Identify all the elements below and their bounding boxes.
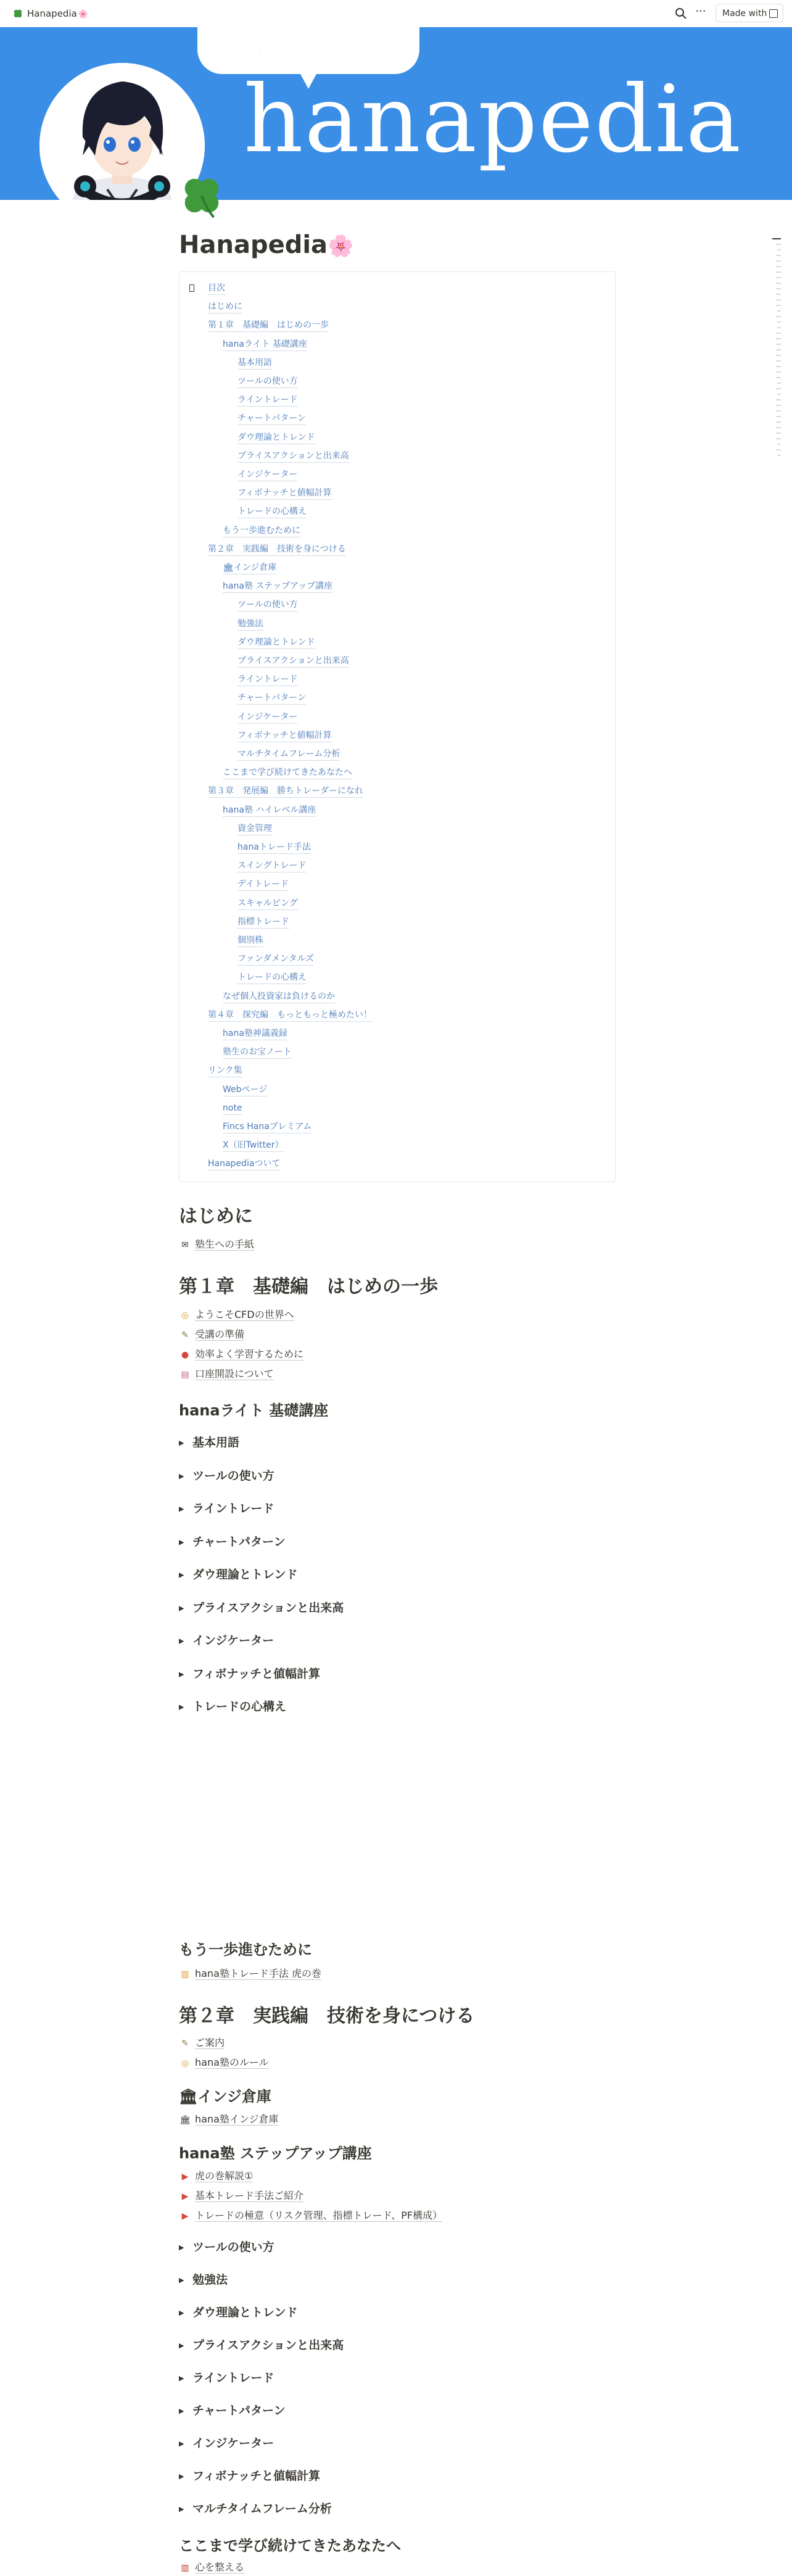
toggle-label: ツールの使い方	[192, 2240, 274, 2254]
toggle-label: インジケーター	[192, 1634, 274, 1647]
toggle-triangle-icon[interactable]: ▶	[179, 1538, 184, 1546]
outline-line[interactable]	[776, 344, 781, 345]
outline-line[interactable]	[776, 266, 781, 267]
outline-line[interactable]	[776, 333, 781, 334]
outline-line[interactable]	[776, 255, 781, 256]
outline-line[interactable]	[776, 366, 781, 367]
toc-item[interactable]: マルチタイムフレーム分析	[237, 748, 340, 761]
book-icon: ▥	[181, 1969, 189, 1979]
toggle-triangle-icon[interactable]: ▶	[179, 1637, 184, 1645]
toggle-label: ライントレード	[192, 1502, 274, 1515]
outline-line[interactable]	[776, 294, 781, 295]
toc-item[interactable]: hanaライト 基礎講座	[223, 338, 307, 351]
outline-line[interactable]	[777, 327, 781, 328]
link-ch2-guide[interactable]: ✎ ご案内	[179, 2035, 225, 2051]
toc-item[interactable]: はじめに	[208, 300, 242, 313]
outline-line[interactable]	[776, 277, 781, 278]
toc-item[interactable]: チャートパターン	[237, 692, 306, 705]
toggle-step-section[interactable]	[179, 2237, 274, 2257]
toc-item[interactable]: 資金管理	[237, 822, 272, 835]
outline-line[interactable]	[777, 444, 781, 445]
site-title[interactable]: Hanapedia 🌸	[27, 8, 88, 19]
play-icon: ▶	[181, 2211, 189, 2221]
toggle-triangle-icon[interactable]: ▶	[179, 1571, 184, 1579]
more-icon[interactable]: ···	[695, 5, 706, 18]
toc-item[interactable]: 第３章 発展編 勝ちトレーダーになれ	[208, 785, 363, 798]
link-ch1-account[interactable]: ▤ 口座開設について	[179, 1366, 274, 1382]
toc-item[interactable]: ファンダメンタルズ	[237, 953, 314, 966]
outline-line[interactable]	[777, 249, 781, 251]
toggle-step-section[interactable]	[179, 2368, 274, 2388]
toc-item[interactable]: 目次	[208, 282, 225, 295]
toggle-lite-section[interactable]	[179, 1433, 239, 1452]
outline-line[interactable]	[776, 438, 781, 439]
toggle-triangle-icon[interactable]: ▶	[179, 2276, 184, 2284]
toc-item[interactable]: 基本用語	[237, 357, 272, 370]
outline-line[interactable]	[776, 421, 781, 423]
toggle-lite-section[interactable]	[179, 1697, 286, 1717]
toc-item[interactable]: ツールの使い方	[237, 598, 298, 611]
outline-line[interactable]	[776, 405, 781, 406]
banner-wordmark: hanapedia	[244, 66, 743, 173]
made-with-notion-button[interactable]: Made with	[716, 4, 783, 22]
toc-item[interactable]: 個別株	[237, 934, 263, 947]
outline-line[interactable]	[777, 321, 781, 323]
toggle-label: 勉強法	[192, 2273, 228, 2287]
toc-item[interactable]: 指標トレード	[237, 916, 289, 929]
toc-item[interactable]: フィボナッチと値幅計算	[237, 729, 332, 742]
outline-line[interactable]	[776, 410, 781, 412]
link-letter[interactable]: ✉ 塾生への手紙	[179, 1236, 254, 1253]
toggle-triangle-icon[interactable]: ▶	[179, 2472, 184, 2480]
toc-item[interactable]: X（旧Twitter）	[223, 1139, 284, 1152]
toggle-triangle-icon[interactable]: ▶	[179, 1703, 184, 1711]
link-step-video-3[interactable]: ▶ トレードの極意（リスク管理、指標トレード、PF構成）	[179, 2208, 442, 2224]
section-heading-ch2: 第２章 実践編 技術を身につける	[179, 2005, 475, 2027]
toggle-step-section[interactable]	[179, 2335, 344, 2355]
play-icon: ▶	[181, 2192, 189, 2201]
link-mindset[interactable]: ▥ 心を整える	[179, 2559, 244, 2575]
link-ch1-efficient[interactable]: ● 効率よく学習するために	[179, 1346, 303, 1362]
toggle-step-section[interactable]	[179, 2401, 286, 2421]
pin-icon: ●	[181, 1350, 189, 1360]
outline-line[interactable]	[776, 433, 781, 434]
toggle-triangle-icon[interactable]: ▶	[179, 2342, 184, 2350]
toc-item[interactable]: プライスアクションと出来高	[237, 450, 349, 463]
toc-item[interactable]: 塾生のお宝ノート	[223, 1046, 292, 1059]
toc-item[interactable]: 第１章 基礎編 はじめの一歩	[208, 319, 329, 332]
toggle-lite-section[interactable]	[179, 1664, 320, 1684]
outline-line[interactable]	[776, 388, 781, 389]
letter-icon: ✉	[181, 1240, 189, 1250]
toggle-label: ダウ理論とトレンド	[192, 2306, 298, 2319]
memo-icon: ✎	[181, 2039, 189, 2048]
subheading-indicator-warehouse: 🏛インジ倉庫	[179, 2088, 271, 2105]
toggle-label: 基本用語	[192, 1436, 240, 1449]
table-of-contents	[179, 271, 616, 1182]
toc-item[interactable]: スキャルピング	[237, 897, 298, 910]
outline-line[interactable]	[776, 360, 781, 362]
outline-line[interactable]	[777, 310, 781, 312]
play-icon: ▶	[181, 2172, 189, 2182]
toc-item[interactable]: フィボナッチと値幅計算	[237, 487, 332, 500]
toggle-step-section[interactable]	[179, 2433, 274, 2453]
toc-item[interactable]: なぜ個人投資家は負けるのか	[223, 990, 335, 1003]
toggle-label: チャートパターン	[192, 1535, 286, 1549]
toggle-triangle-icon[interactable]: ▶	[179, 2407, 184, 2415]
section-heading-ch1: 第１章 基礎編 はじめの一歩	[179, 1276, 438, 1298]
notion-icon	[769, 9, 778, 18]
link-step-video-1[interactable]: ▶ 虎の巻解説①	[179, 2168, 253, 2184]
toc-item[interactable]: ここまで学び続けてきたあなたへ	[223, 766, 352, 779]
section-heading-intro: はじめに	[179, 1206, 253, 1227]
subheading-one-more-step: もう一歩進むために	[179, 1941, 312, 1958]
outline-line[interactable]	[776, 260, 781, 262]
subheading-step-up: hana塾 ステップアップ講座	[179, 2145, 372, 2162]
toc-item[interactable]: インジケーター	[237, 711, 297, 724]
outline-line[interactable]	[776, 338, 781, 339]
toc-item[interactable]: hana塾 ステップアップ講座	[223, 580, 332, 593]
toggle-lite-section[interactable]	[179, 1499, 274, 1518]
flower-icon: 🌸	[78, 10, 88, 19]
toc-item[interactable]: hanaトレード手法	[237, 841, 311, 854]
toc-item[interactable]: 第２章 実践編 技術を身につける	[208, 543, 346, 556]
subheading-to-you: ここまで学び続けてきたあなたへ	[179, 2537, 401, 2554]
outline-line[interactable]	[776, 416, 781, 417]
memo-icon: ✎	[181, 1330, 189, 1340]
toc-icon	[189, 284, 194, 292]
link-step-video-2[interactable]: ▶ 基本トレード手法ご紹介	[179, 2188, 303, 2204]
outline-line[interactable]	[776, 355, 781, 356]
toc-item[interactable]: Hanapediaついて	[208, 1158, 280, 1170]
toc-item[interactable]: Fincs Hanaプレミアム	[223, 1120, 311, 1133]
link-ch2-rules[interactable]: ◎ hana塾のルール	[179, 2055, 269, 2071]
toc-item[interactable]: プライスアクションと出来高	[237, 655, 349, 668]
outline-line[interactable]	[776, 288, 781, 289]
toggle-triangle-icon[interactable]: ▶	[179, 1472, 184, 1480]
toc-item[interactable]: 🏛インジ倉庫	[223, 561, 276, 574]
top-bar	[0, 0, 792, 27]
toc-item[interactable]: デイトレード	[237, 878, 289, 891]
toggle-lite-section[interactable]	[179, 1532, 286, 1552]
link-indicator-warehouse[interactable]: 🏛 hana塾インジ倉庫	[179, 2111, 279, 2127]
toggle-step-section[interactable]	[179, 2499, 332, 2519]
outline-line[interactable]	[776, 427, 781, 428]
toggle-label: フィボナッチと値幅計算	[192, 2469, 321, 2483]
toggle-triangle-icon[interactable]: ▶	[179, 2505, 184, 2513]
outline-line[interactable]	[777, 455, 781, 456]
toggle-triangle-icon[interactable]: ▶	[179, 1604, 184, 1612]
outline-line[interactable]	[777, 394, 781, 395]
outline-line[interactable]	[776, 271, 781, 273]
toc-item[interactable]: もう一歩進むために	[223, 524, 300, 537]
outline-line[interactable]	[777, 383, 781, 384]
link-ch1-welcome[interactable]: ◎ ようこそCFDの世界へ	[179, 1307, 294, 1323]
bank-icon: 🏛	[179, 2115, 191, 2125]
clock-icon: ◎	[181, 2058, 189, 2068]
book-icon: ▥	[181, 2563, 189, 2573]
toggle-label: トレードの心構え	[192, 1700, 287, 1713]
toggle-triangle-icon[interactable]: ▶	[179, 1670, 184, 1678]
outline-line[interactable]	[776, 244, 781, 245]
outline-line[interactable]	[776, 377, 781, 378]
outline-line[interactable]	[776, 449, 781, 450]
outline-line[interactable]	[776, 283, 781, 284]
toc-item[interactable]: 勉強法	[237, 618, 263, 631]
toggle-lite-section[interactable]	[179, 1598, 344, 1618]
toggle-triangle-icon[interactable]: ▶	[179, 2243, 184, 2251]
toggle-triangle-icon[interactable]: ▶	[179, 1505, 184, 1513]
toggle-label: マルチタイムフレーム分析	[192, 2502, 332, 2516]
outline-line[interactable]	[776, 305, 781, 306]
speech-bubble-dots: · · ·	[259, 46, 315, 54]
toc-item[interactable]: hana塾 ハイレベル講座	[223, 804, 316, 817]
toggle-triangle-icon[interactable]: ▶	[179, 1439, 184, 1447]
toggle-label: フィボナッチと値幅計算	[192, 1667, 321, 1681]
toc-item[interactable]: チャートパターン	[237, 412, 306, 425]
page-title: Hanapedia🌸	[179, 231, 354, 259]
flower-icon: 🌸	[328, 234, 354, 259]
toggle-step-section[interactable]	[179, 2466, 320, 2486]
toc-item[interactable]: ツールの使い方	[237, 375, 298, 388]
toc-item[interactable]: 第４章 探究編 もっともっと極めたい！	[208, 1009, 372, 1022]
outline-line[interactable]	[776, 349, 781, 350]
toc-item[interactable]: ライントレード	[237, 673, 298, 686]
toggle-label: プライスアクションと出来高	[192, 2338, 344, 2352]
cover-banner	[0, 27, 792, 200]
toggle-step-section[interactable]	[179, 2270, 228, 2290]
toc-item[interactable]: ライントレード	[237, 394, 298, 407]
toggle-label: プライスアクションと出来高	[192, 1601, 344, 1615]
toggle-label: インジケーター	[192, 2437, 274, 2450]
toggle-label: ツールの使い方	[192, 1469, 274, 1483]
toggle-triangle-icon[interactable]: ▶	[179, 2440, 184, 2448]
toc-item[interactable]: トレードの心構え	[237, 505, 307, 518]
toc-item[interactable]: note	[223, 1102, 242, 1115]
toggle-label: ライントレード	[192, 2371, 274, 2385]
outline-line[interactable]	[772, 238, 781, 239]
toc-item[interactable]: Webページ	[223, 1083, 267, 1096]
toc-item[interactable]: ダウ理論とトレンド	[237, 431, 315, 444]
link-ch1-prep[interactable]: ✎ 受講の準備	[179, 1327, 244, 1343]
outline-line[interactable]	[776, 316, 781, 317]
search-icon[interactable]	[674, 6, 688, 21]
toggle-label: チャートパターン	[192, 2404, 286, 2417]
toggle-lite-section[interactable]	[179, 1466, 274, 1486]
outline-line[interactable]	[776, 371, 781, 373]
toggle-lite-section[interactable]	[179, 1565, 298, 1584]
clock-icon: ◎	[181, 1311, 189, 1320]
toc-item[interactable]: リンク集	[208, 1064, 242, 1077]
toggle-label: ダウ理論とトレンド	[192, 1568, 298, 1581]
clover-page-icon	[178, 172, 226, 220]
toc-item[interactable]: hana塾神議義録	[223, 1027, 287, 1040]
clover-icon	[12, 8, 23, 19]
link-tiger-scroll[interactable]: ▥ hana塾トレード手法 虎の巻	[179, 1966, 321, 1982]
outline-line[interactable]	[776, 399, 781, 400]
toggle-triangle-icon[interactable]: ▶	[179, 2309, 184, 2317]
toggle-lite-section[interactable]	[179, 1631, 274, 1650]
toc-item[interactable]: スイングトレード	[237, 859, 306, 872]
toc-item[interactable]: ダウ理論とトレンド	[237, 636, 315, 649]
toggle-step-section[interactable]	[179, 2303, 298, 2322]
bookmark-icon: ▤	[181, 1370, 189, 1380]
toc-item[interactable]: インジケーター	[237, 468, 297, 481]
subheading-hana-lite: hanaライト 基礎講座	[179, 1402, 329, 1419]
toc-item[interactable]: トレードの心構え	[237, 971, 307, 984]
toggle-triangle-icon[interactable]: ▶	[179, 2374, 184, 2382]
outline-line[interactable]	[776, 299, 781, 300]
